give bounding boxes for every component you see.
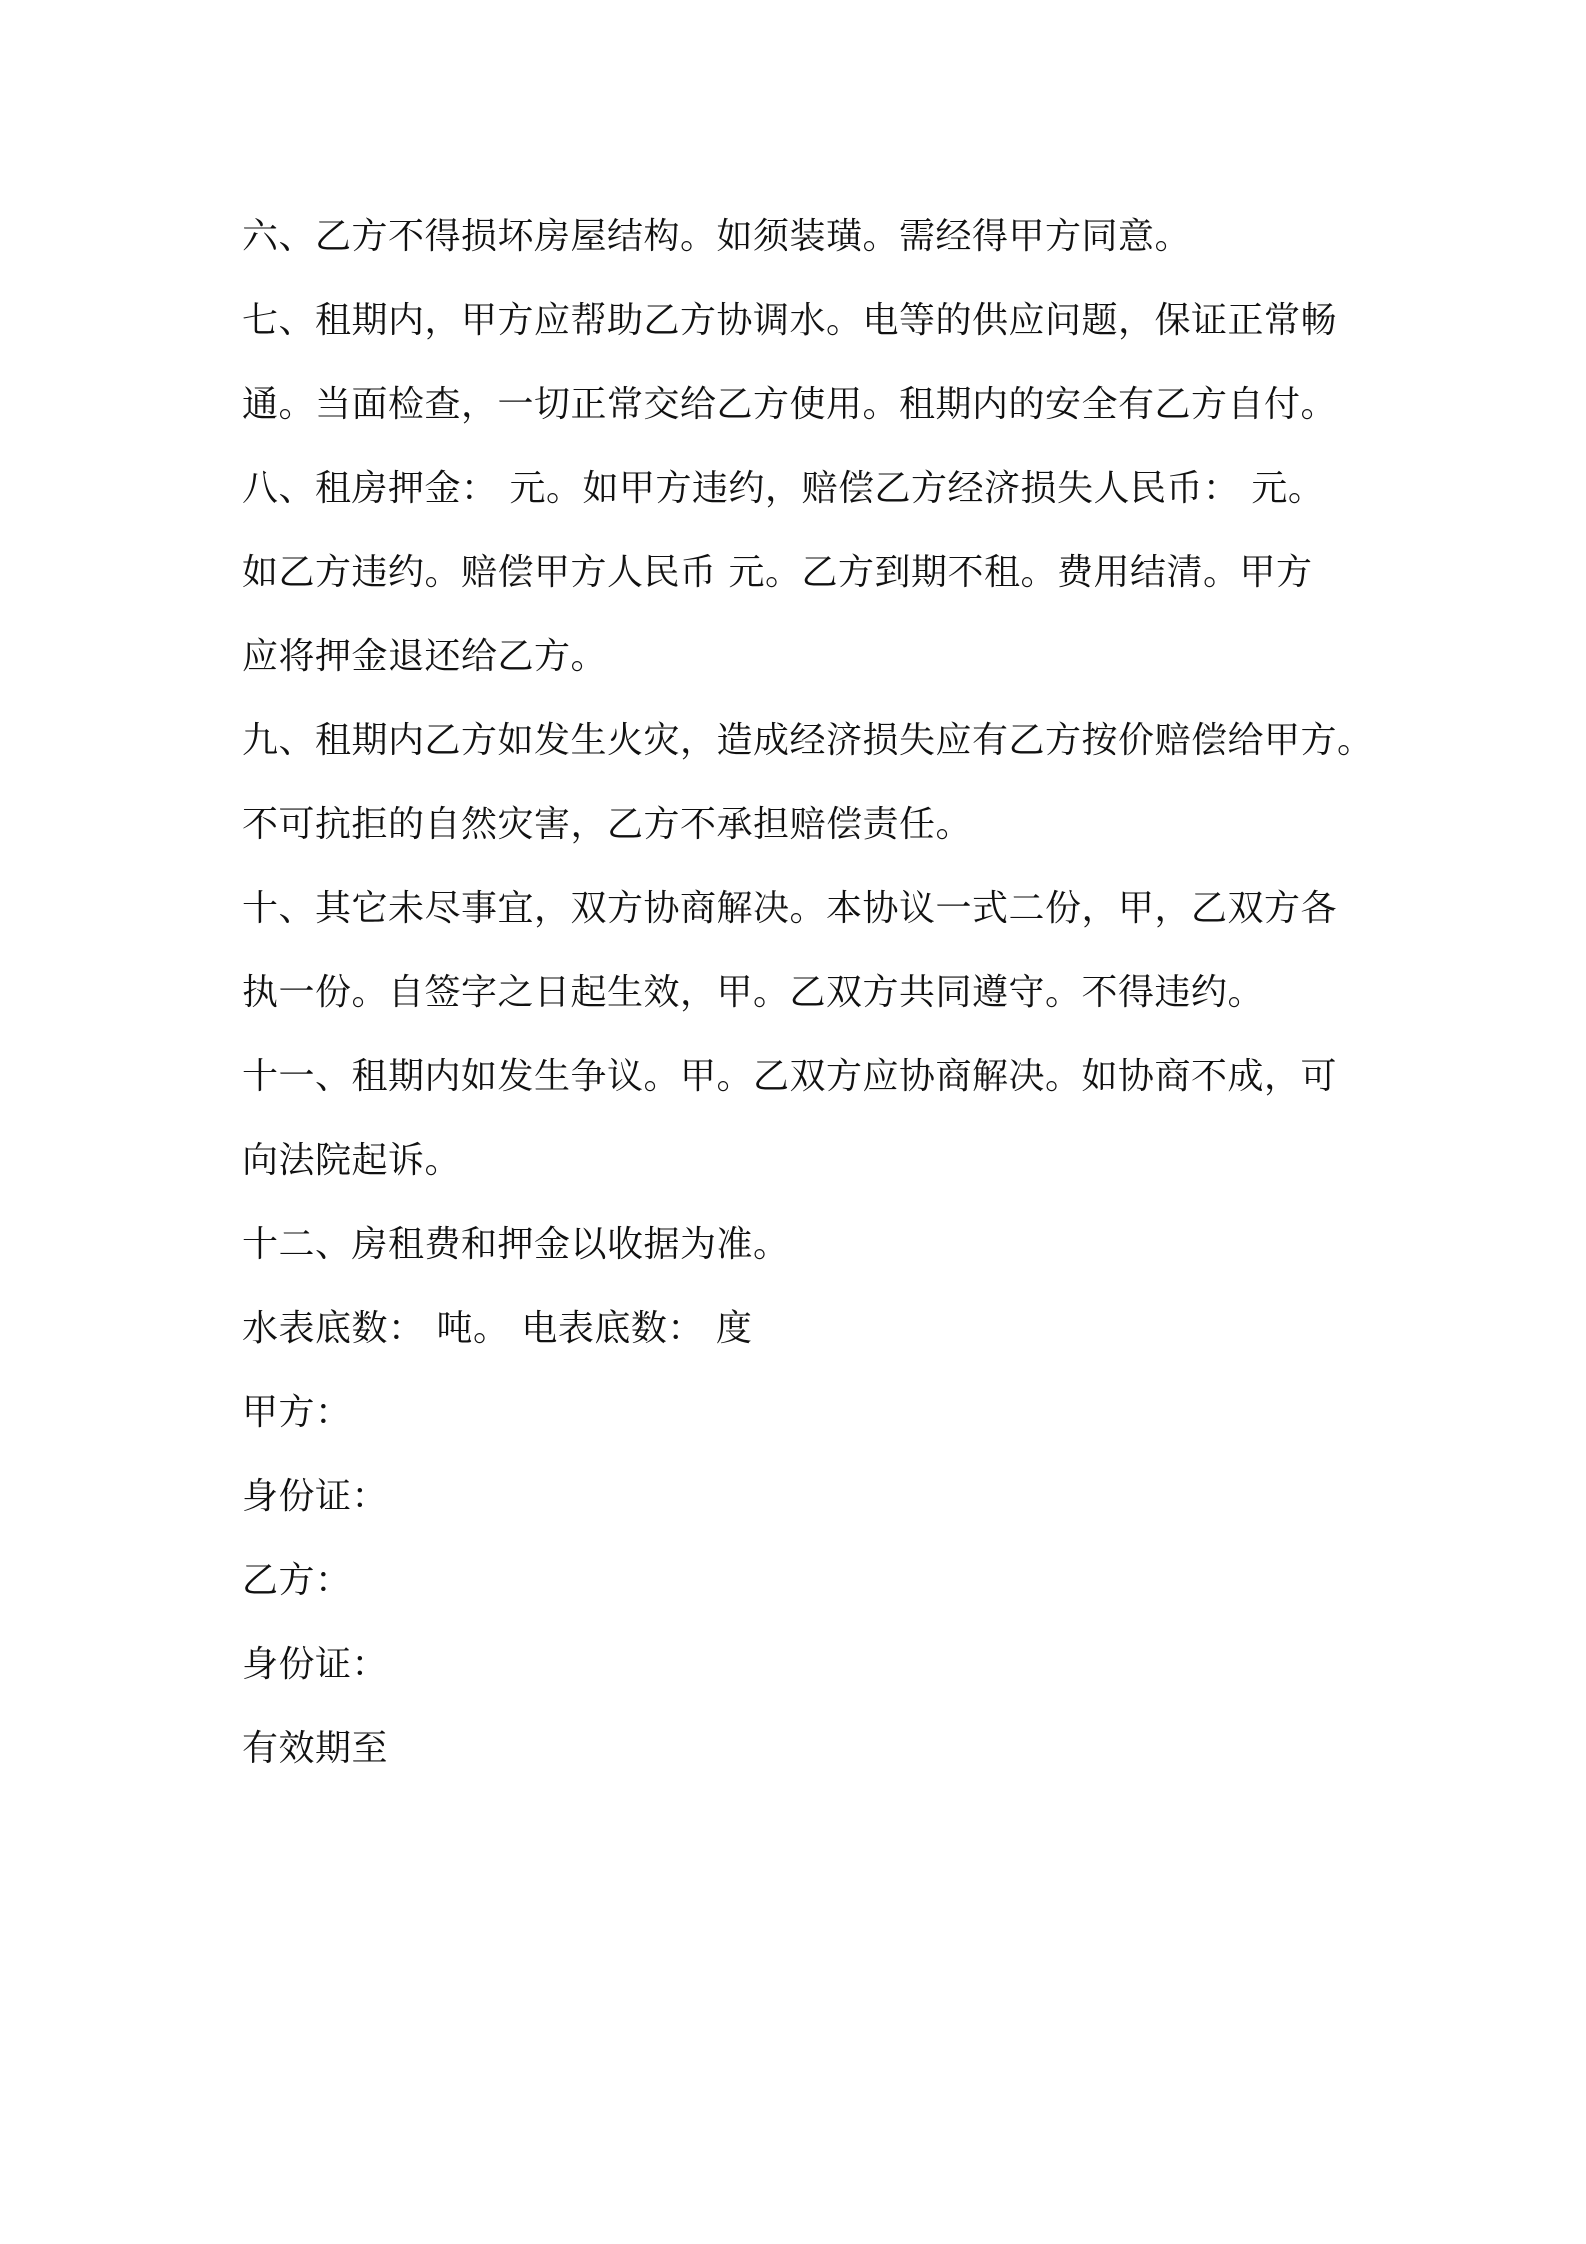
clause-8-line-2: 如乙方违约。赔偿甲方人民币 元。乙方到期不租。费用结清。甲方 xyxy=(242,552,1313,593)
clause-9-line-2: 不可抗拒的自然灾害，乙方不承担赔偿责任。 xyxy=(242,804,973,845)
clause-11-line-2: 向法院起诉。 xyxy=(242,1140,462,1181)
party-a-line: 甲方： xyxy=(242,1392,352,1433)
clause-9-line-1: 九、租期内乙方如发生火灾，造成经济损失应有乙方按价赔偿给甲方。 xyxy=(242,720,1374,761)
party-a-id-line: 身份证： xyxy=(242,1476,389,1517)
clause-12-line: 十二、房租费和押金以收据为准。 xyxy=(242,1224,790,1265)
clause-6-line: 六、乙方不得损坏房屋结构。如须装璜。需经得甲方同意。 xyxy=(242,216,1192,257)
clause-8-line-1: 八、租房押金： 元。如甲方违约，赔偿乙方经济损失人民币： 元。 xyxy=(242,468,1325,509)
clause-7-line-1: 七、租期内，甲方应帮助乙方协调水。电等的供应问题，保证正常畅 xyxy=(242,300,1338,341)
clause-8-line-3: 应将押金退还给乙方。 xyxy=(242,636,608,677)
party-b-line: 乙方： xyxy=(242,1560,352,1601)
clause-11-line-1: 十一、租期内如发生争议。甲。乙双方应协商解决。如协商不成，可 xyxy=(242,1056,1338,1097)
clause-10-line-1: 十、其它未尽事宜，双方协商解决。本协议一式二份，甲，乙双方各 xyxy=(242,888,1338,929)
meter-readings-line: 水表底数： 吨。 电表底数： 度 xyxy=(242,1308,753,1349)
valid-until-line: 有效期至 xyxy=(242,1728,389,1769)
party-b-id-line: 身份证： xyxy=(242,1644,389,1685)
clause-7-line-2: 通。当面检查，一切正常交给乙方使用。租期内的安全有乙方自付。 xyxy=(242,384,1338,425)
clause-10-line-2: 执一份。自签字之日起生效，甲。乙双方共同遵守。不得违约。 xyxy=(242,972,1265,1013)
contract-body xyxy=(242,195,1374,1791)
